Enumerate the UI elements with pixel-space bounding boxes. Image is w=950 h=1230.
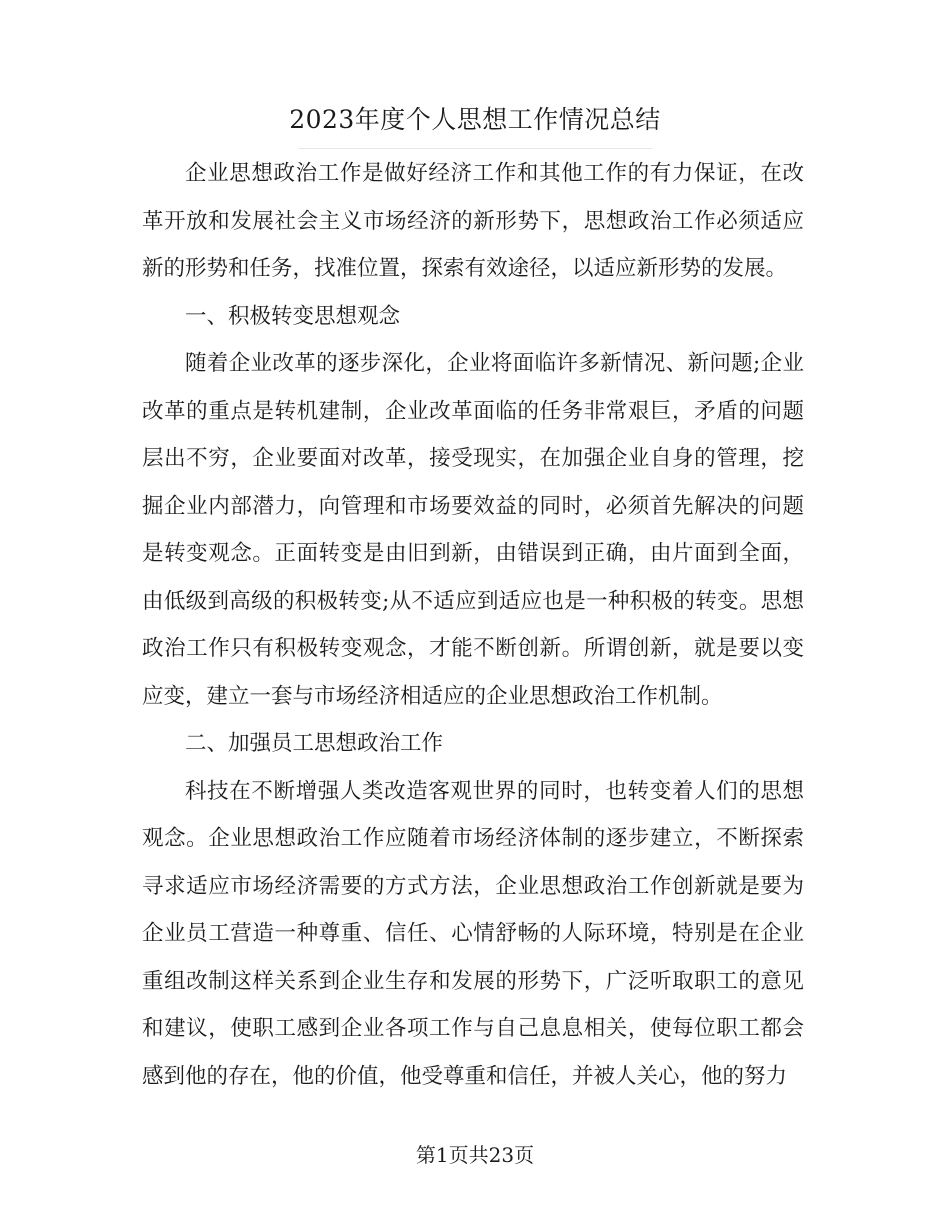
page-number-footer: 第1页共23页 xyxy=(415,1143,535,1167)
paragraph-intro: 企业思想政治工作是做好经济工作和其他工作的有力保证，在改革开放和发展社会主义市场经济的新形势下，思想政治工作必须适应新的形势和任务，找准位置，探索有效途径，以适应新形势的发展。 xyxy=(142,161,804,281)
section-heading-2: 二、加强员工思想政治工作 xyxy=(185,731,444,756)
paragraph-section-2: 科技在不断增强人类改造客观世界的同时，也转变着人们的思想观念。企业思想政治工作应随着市场经济体制的逐步建立，不断探索寻求适应市场经济需要的方式方法，企业思想政治工作创新就是要为企业员工营造一种尊重、信任、心情舒畅的人际环境，特别是在企业重组改制这样关系到企业生存和发展的形势下，广泛听取职工的意见和建议，使职工感到企业各项工作与自己息息相关，使每位职工都会感到他的存在，他的价值，他受尊重和信任，并被人关心，他的努力 xyxy=(142,778,804,1089)
paragraph-section-1: 随着企业改革的逐步深化，企业将面临许多新情况、新问题;企业改革的重点是转机建制，企业改革面临的任务非常艰巨，矛盾的问题层出不穷，企业要面对改革，接受现实，在加强企业自身的管理，挖掘企业内部潜力，向管理和市场要效益的同时，必须首先解决的问题是转变观念。正面转变是由旧到新，由错误到正确，由片面到全面，由低级到高级的积极转变;从不适应到适应也是一种积极的转变。思想政治工作只有积极转变观念，才能不断创新。所谓创新，就是要以变应变，建立一套与市场经济相适应的企业思想政治工作机制。 xyxy=(142,351,804,709)
document-title: 2023年度个人思想工作情况总结 xyxy=(289,105,661,134)
title-divider xyxy=(298,148,652,149)
document-body xyxy=(142,150,804,1100)
section-heading-1: 一、积极转变思想观念 xyxy=(185,303,401,329)
